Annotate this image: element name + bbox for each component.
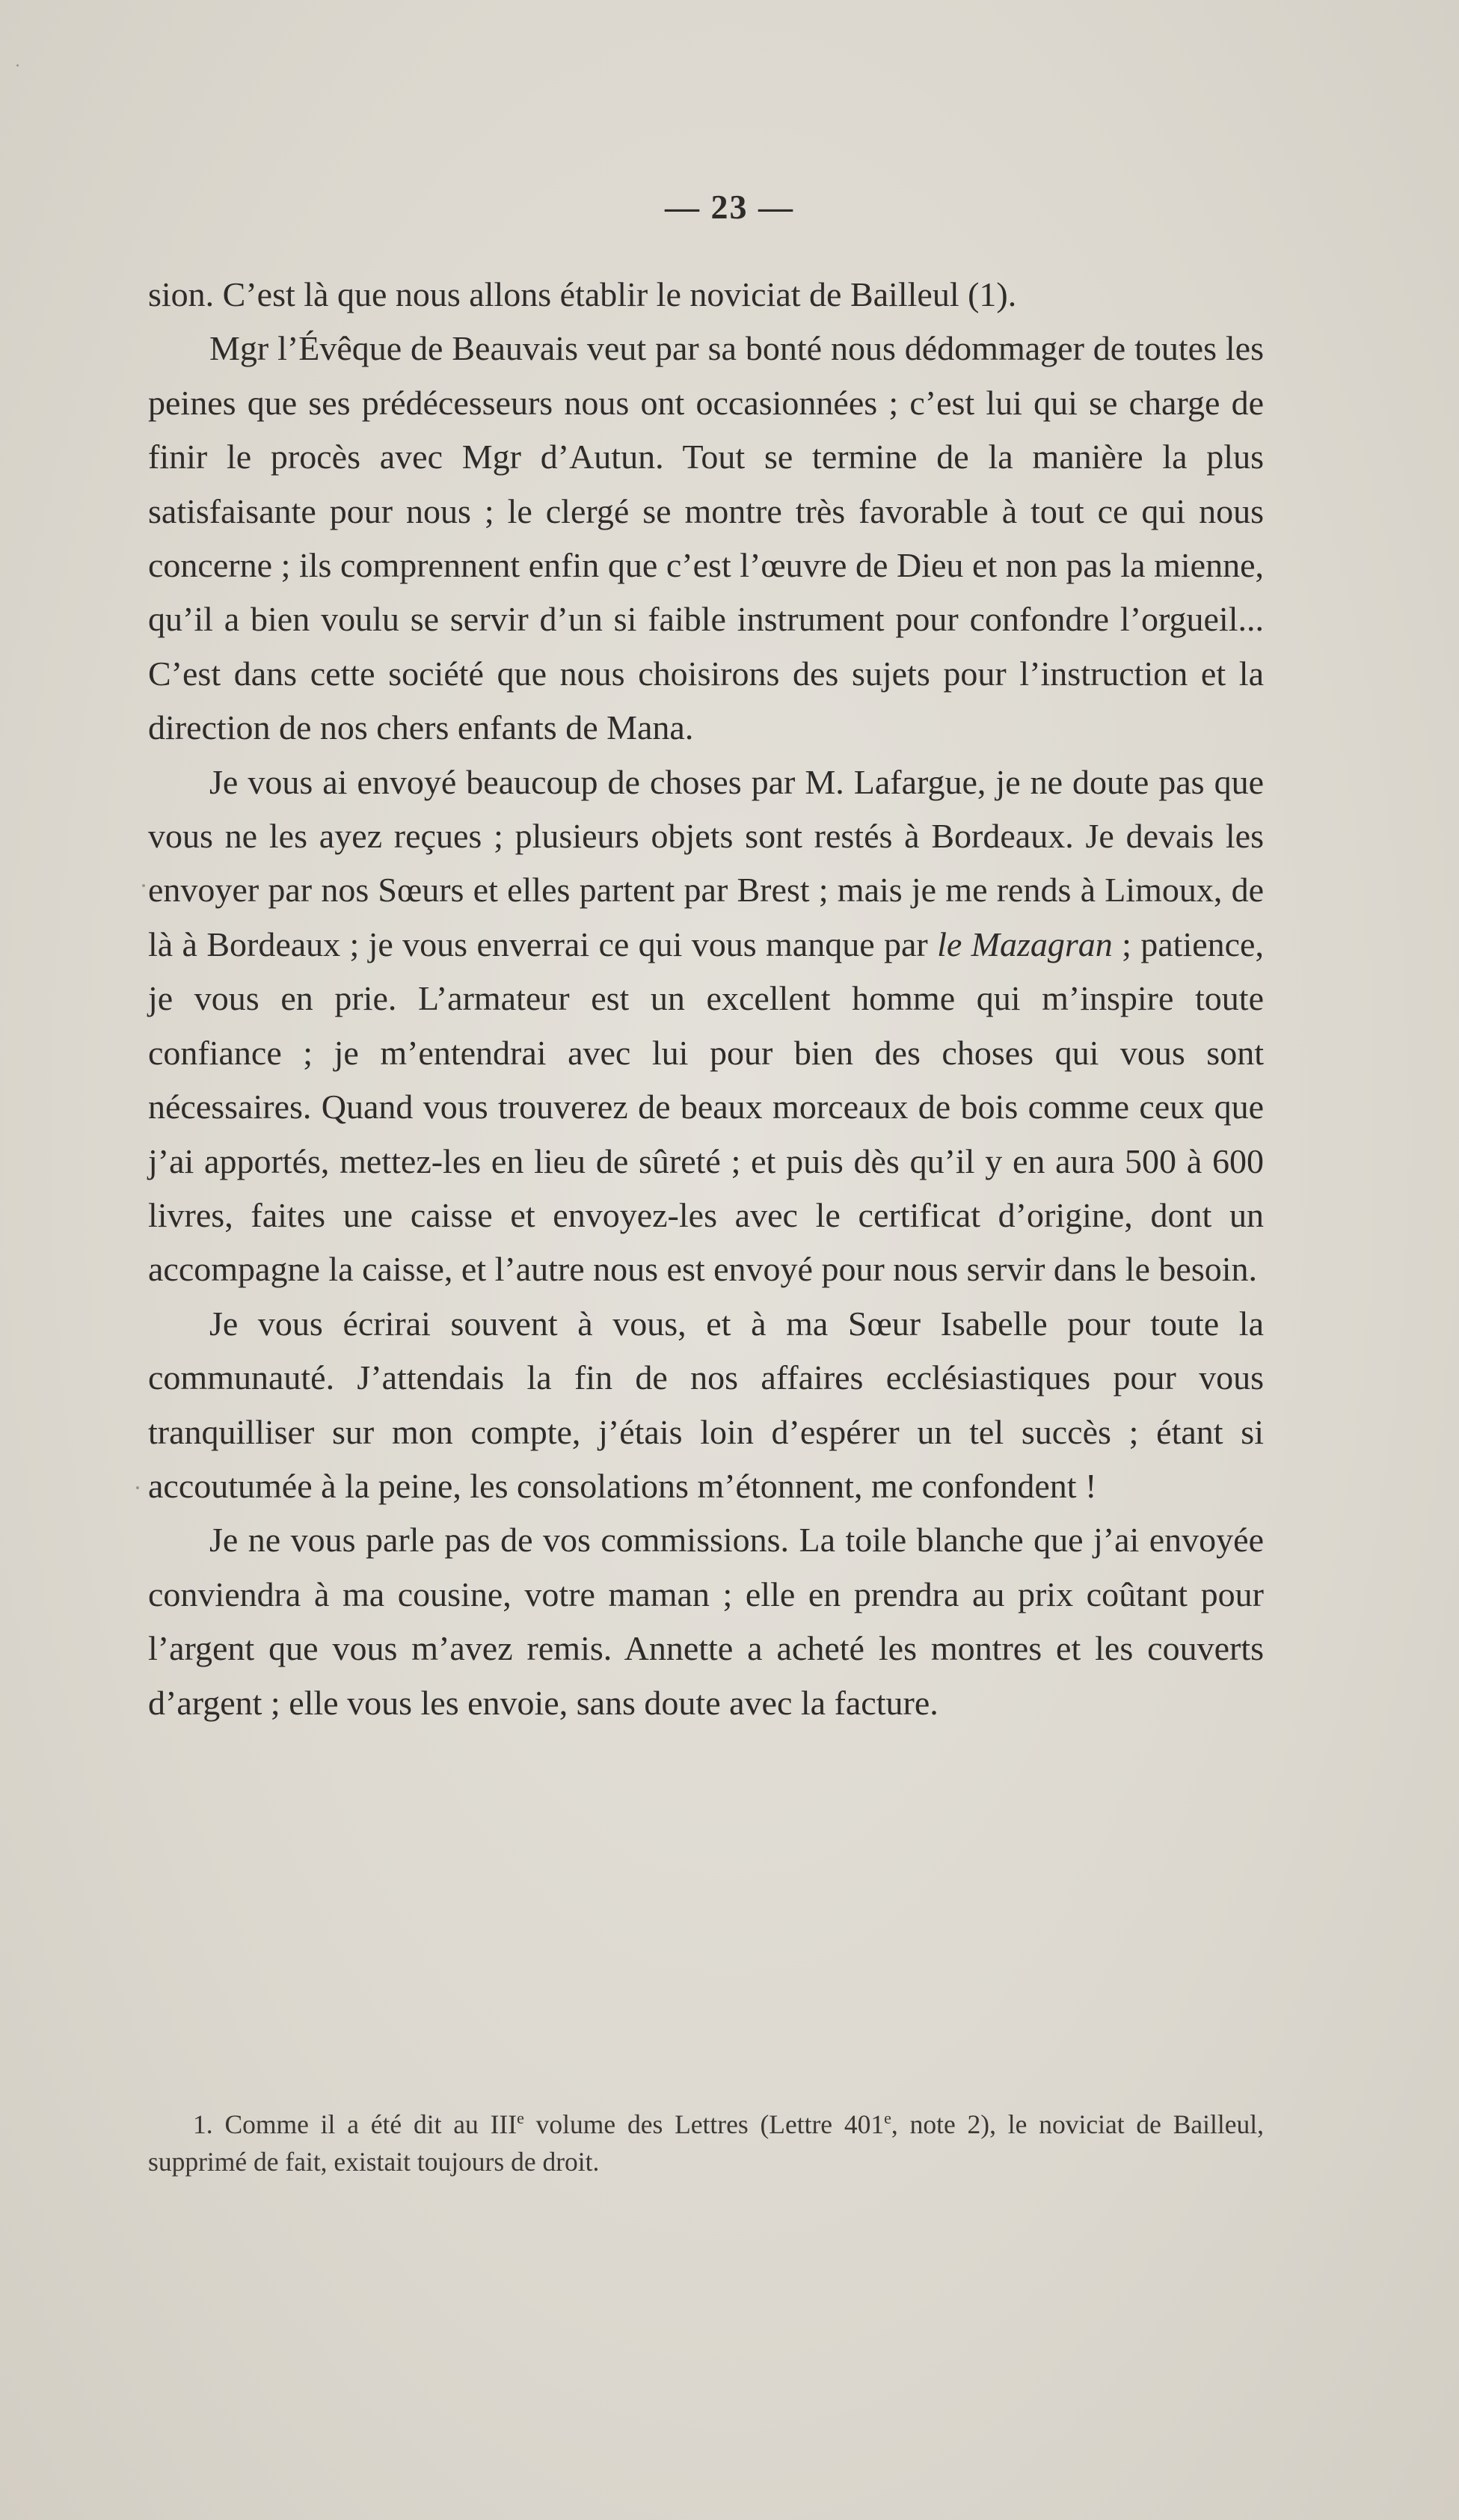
paragraph-3-text-b: ; patience, je vous en prie. L’armateur est un excellent homme qui m’inspire toute confiance ; je m’entendrai avec lui pour bien des choses qui vous sont nécessaires. Quand vous trouverez de beaux morceaux de bois comme ceux que j’ai apportés, mettez-les en lieu de sûreté ; et puis dès qu’il y en aura 500 à 600 livres, faites une caisse et envoyez-les avec le certificat d’origine, dont un accompagne la caisse, et l’autre nous est envoyé pour nous servir dans le besoin. xyxy=(148,925,1264,1289)
ship-name: le Mazagran xyxy=(937,925,1113,963)
paper-speck xyxy=(16,64,19,67)
main-text xyxy=(148,268,1264,1730)
paper-speck xyxy=(142,884,145,887)
paragraph-2: Mgr l’Évêque de Beauvais veut par sa bonté nous dédommager de toutes les peines que ses prédécesseurs nous ont occasionnées ; c’est lui qui se charge de finir le procès avec Mgr d’Autun. Tout se termine de la manière la plus satisfaisante pour nous ; le clergé se montre très favorable à tout ce qui nous concerne ; ils comprennent enfin que c’est l’œuvre de Dieu et non pas la mienne, qu’il a bien voulu se servir d’un si faible instrument pour confondre l’orgueil... C’est dans cette société que nous choisirons des sujets pour l’instruction et la direction de nos chers enfants de Mana. xyxy=(148,329,1264,747)
footnote xyxy=(148,2106,1264,2180)
paper-speck xyxy=(136,1486,139,1489)
paragraph-3 xyxy=(148,755,1264,1297)
paragraph-5: Je ne vous parle pas de vos commissions. La toile blanche que j’ai envoyée conviendra à ma cousine, votre maman ; elle en prendra au prix coûtant pour l’argent que vous m’avez remis. Annette a acheté les montres et les couverts d’argent ; elle vous les envoie, sans doute avec la facture. xyxy=(148,1521,1264,1722)
page-number: — 23 — xyxy=(665,188,794,226)
paragraph-3-text-a: Je vous ai envoyé beaucoup de choses par M. Lafargue, je ne doute pas que vous ne les ayez reçues ; plusieurs objets sont restés à Bordeaux. Je devais les envoyer par nos Sœurs et elles partent par Brest ; mais je me rends à Limoux, de là à Bordeaux ; je vous enverrai ce qui vous manque par xyxy=(148,762,1264,963)
footnote-text: 1. Comme il a été dit au IIIe volume des Lettres (Lettre 401e, note 2), le noviciat de Bailleul, supprimé de fait, existait toujours de droit. xyxy=(148,2109,1264,2177)
paragraph-4: Je vous écrirai souvent à vous, et à ma Sœur Isabelle pour toute la communauté. J’attendais la fin de nos affaires ecclésiastiques pour vous tranquilliser sur mon compte, j’étais loin d’espérer un tel succès ; étant si accoutumée à la peine, les consolations m’étonnent, me confondent ! xyxy=(148,1304,1264,1505)
paragraph-1: sion. C’est là que nous allons établir le noviciat de Bailleul (1). xyxy=(148,275,1017,313)
